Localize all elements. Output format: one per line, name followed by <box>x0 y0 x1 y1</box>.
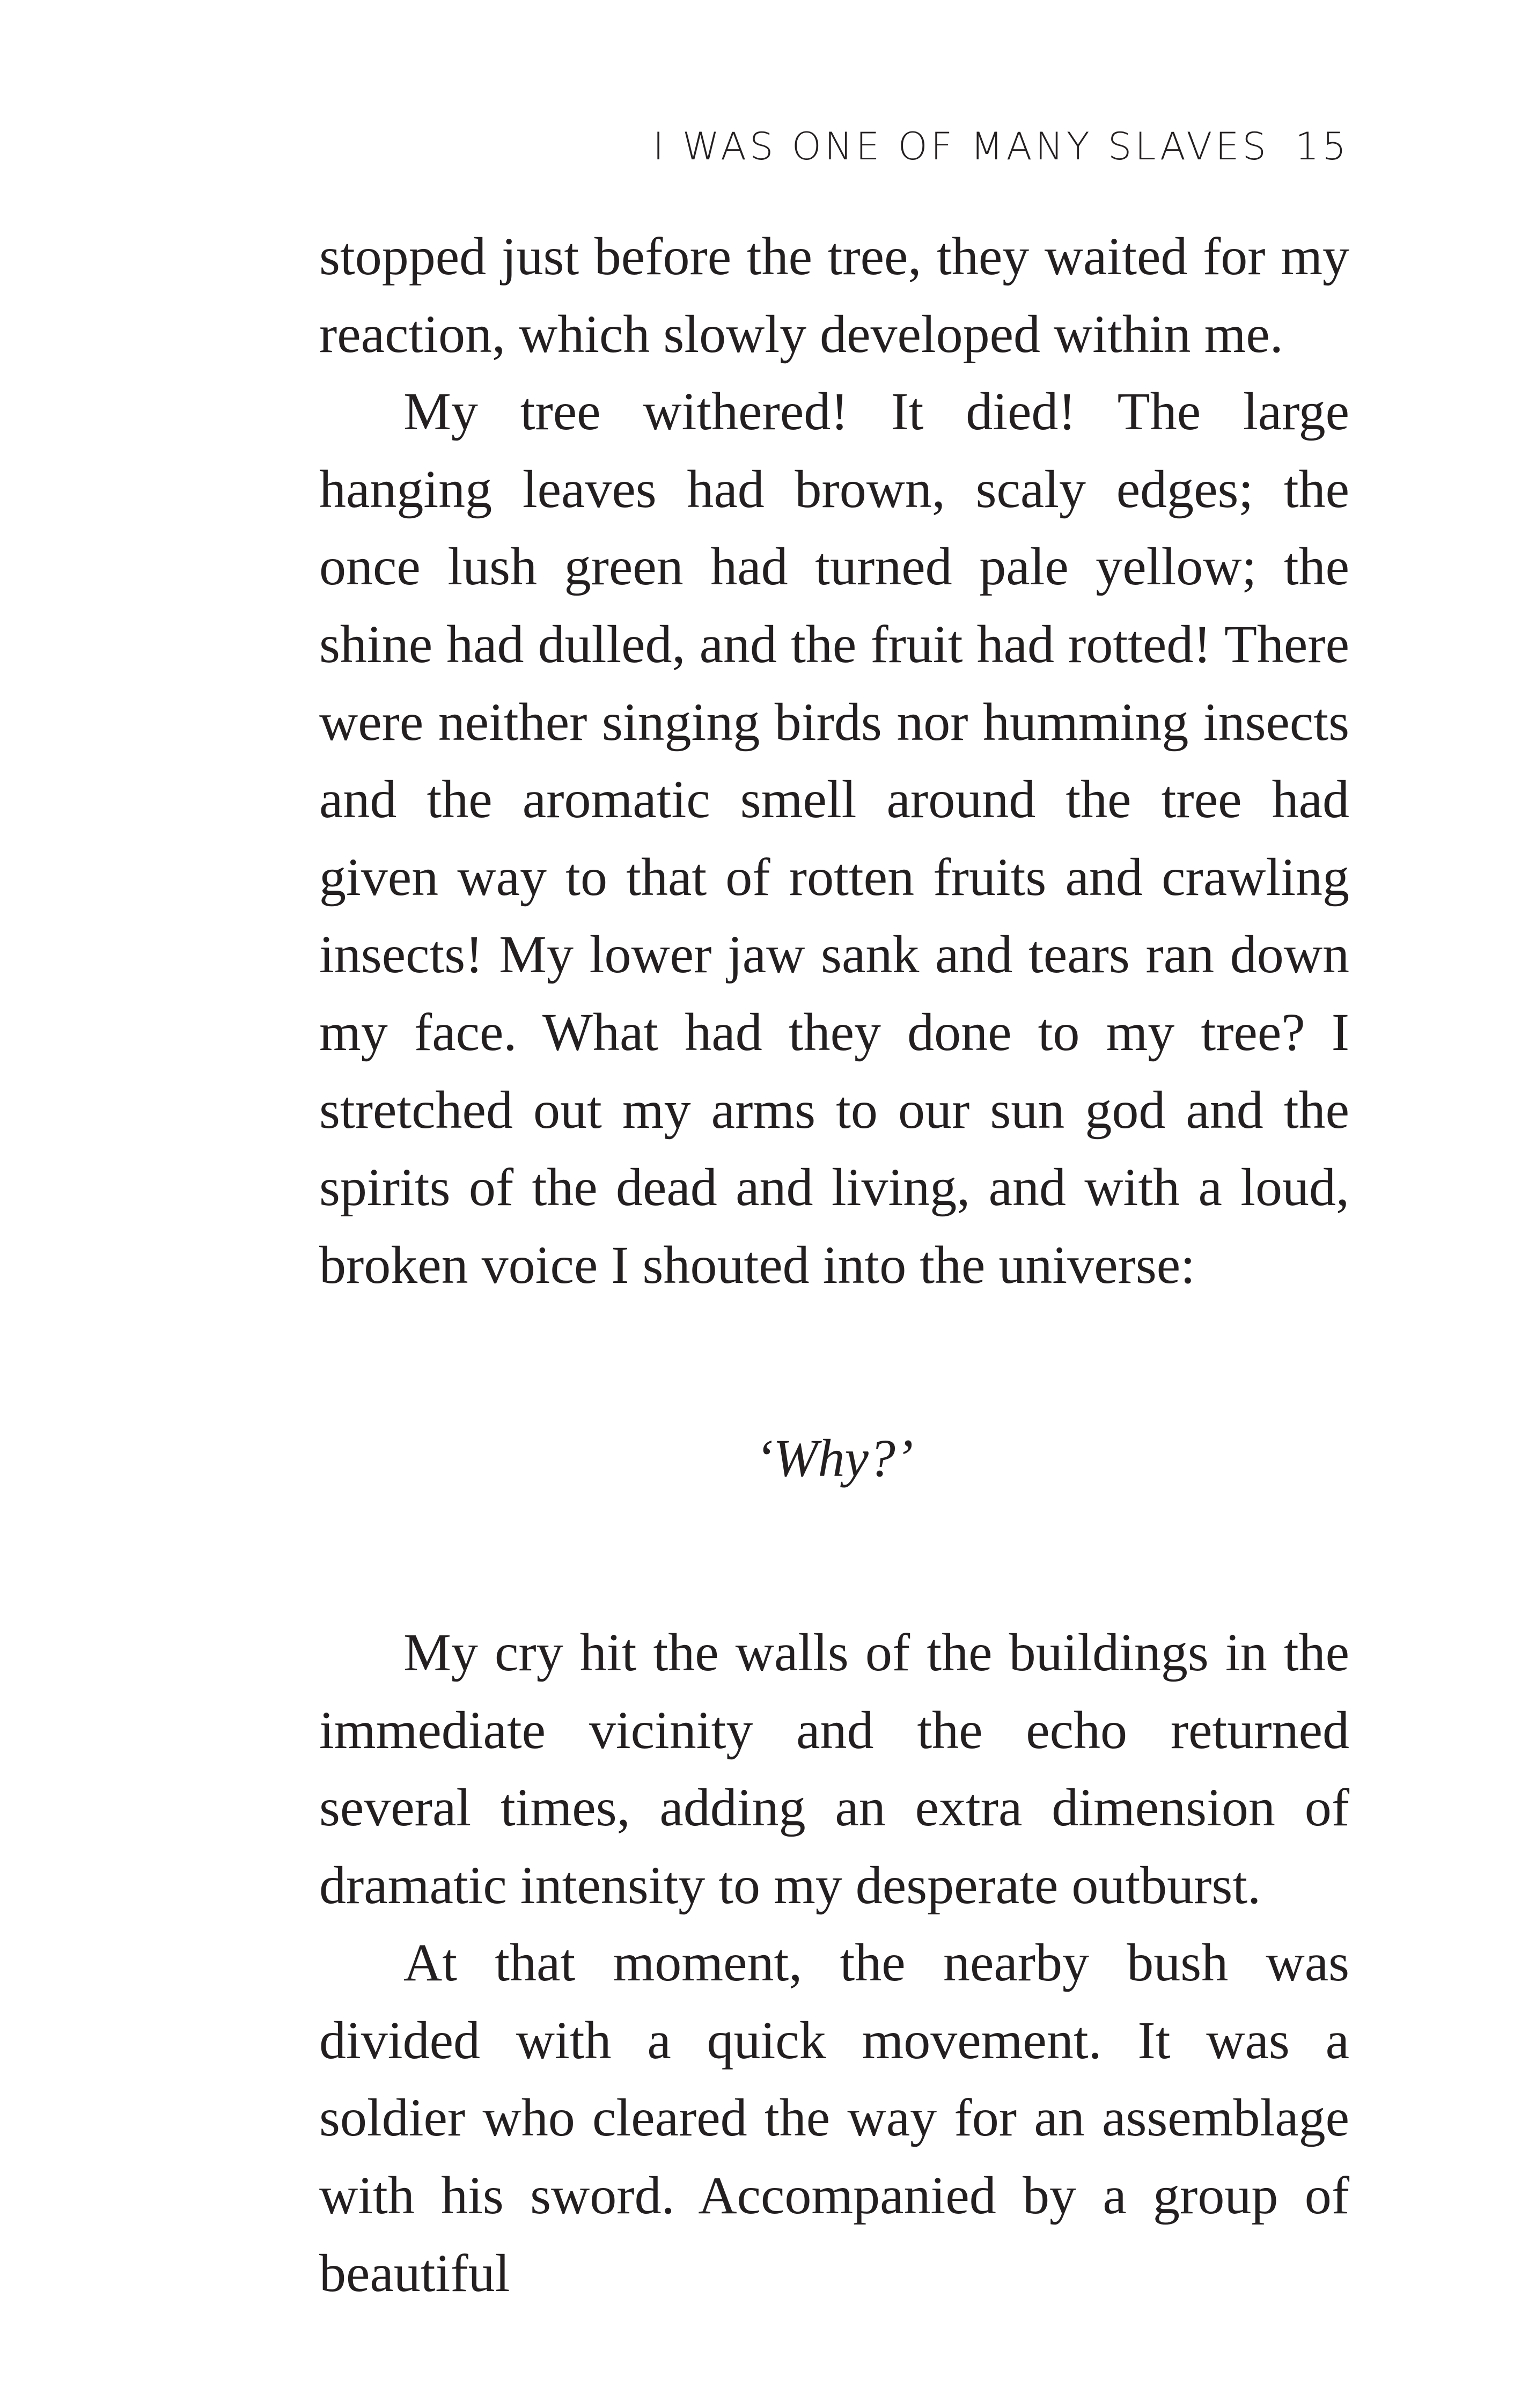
paragraph-tree-withered: My tree withered! It died! The large hanging leaves had brown, scaly edges; the once lush green had turned pale yellow; the shine had dulled, and the fruit had rotted! There were neither singing birds nor humming insects and the aromatic smell around the tree had given way to that of rotten fruits and crawling insects! My lower jaw sank and tears ran down my face. What had they done to my tree? I stretched out my arms to our sun god and the spirits of the dead and living, and with a loud, broken voice I shouted into the universe: <box>319 381 1349 1295</box>
paragraph-cry-echo: My cry hit the walls of the buildings in the immediate vicinity and the echo returned several times, adding an extra dimension of dramatic intensity to my desperate outburst. <box>319 1622 1349 1915</box>
paragraph-bush-divided: At that moment, the nearby bush was divided with a quick movement. It was a soldier who cleared the way for an assemblage with his sword. Accompanied by a group of beautiful <box>319 1933 1349 2303</box>
exclamation-why: ‘Why?’ <box>755 1428 914 1488</box>
paragraph-continued: stopped just before the tree, they waited for my reaction, which slowly developed within me. <box>319 226 1349 364</box>
running-head <box>319 122 1349 171</box>
running-head-title: I WAS ONE OF MANY SLAVES <box>652 124 1269 168</box>
body-text <box>319 218 1349 2312</box>
page-number: 15 <box>1295 124 1349 168</box>
